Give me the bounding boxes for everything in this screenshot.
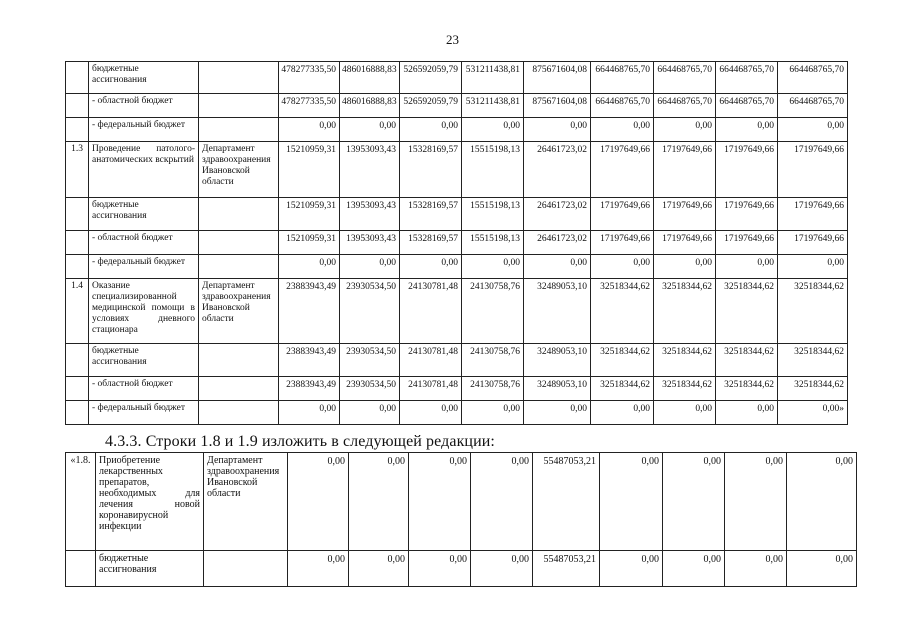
amount-cell: 0,00 [400,401,462,425]
amount-cell: 0,00 [349,551,409,587]
budget-table-row [66,344,848,377]
row-number-cell: 1.3 [66,142,89,198]
executor-cell [199,377,279,401]
executor-cell: Департамент здравоохранения Ивановской области [204,453,288,551]
amount-cell: 0,00 [787,453,857,551]
amount-cell: 531211438,81 [462,62,524,94]
amount-cell: 0,00 [400,255,462,279]
amount-cell: 17197649,66 [716,142,778,198]
amount-cell: 0,00 [340,255,400,279]
amount-cell: 32518344,62 [654,377,716,401]
amount-cell: 664468765,70 [591,62,654,94]
amount-cell: 0,00 [591,401,654,425]
amount-cell: 0,00 [778,118,848,142]
amount-cell: 0,00 [716,255,778,279]
amount-cell: 664468765,70 [716,94,778,118]
amount-cell: 15210959,31 [279,142,340,198]
executor-cell [199,118,279,142]
amount-cell: 664468765,70 [716,62,778,94]
row-number-cell [66,94,89,118]
amount-cell: 0,00 [600,551,663,587]
amount-cell: 24130758,76 [462,344,524,377]
amount-cell: 0,00 [288,453,349,551]
item-name-cell: бюджетные ассигнования [89,198,199,231]
amount-cell: 15210959,31 [279,231,340,255]
amount-cell: 664468765,70 [654,62,716,94]
amount-cell: 26461723,02 [524,231,591,255]
row-number-cell [66,198,89,231]
amount-cell: 0,00 [471,551,533,587]
budget-table-row [66,231,848,255]
item-name-cell: бюджетные ассигнования [96,551,204,587]
executor-cell [199,94,279,118]
budget-table-row [66,401,848,425]
amount-cell: 32518344,62 [654,344,716,377]
amount-cell: 23930534,50 [340,279,400,344]
amount-cell: 32518344,62 [716,377,778,401]
amount-cell: 0,00 [654,401,716,425]
item-name-cell: Проведение патолого-анатомических вскрытий [89,142,199,198]
amendment-table-row [66,551,857,587]
executor-cell [199,401,279,425]
amount-cell: 0,00 [279,118,340,142]
amount-cell: 0,00 [787,551,857,587]
amount-cell: 0,00 [654,118,716,142]
page-number: 23 [446,32,459,47]
amount-cell: 17197649,66 [778,198,848,231]
amount-cell: 664468765,70 [778,62,848,94]
row-number-cell: 1.4 [66,279,89,344]
amount-cell: 15515198,13 [462,198,524,231]
amount-cell: 32518344,62 [778,344,848,377]
amount-cell: 23883943,49 [279,377,340,401]
amount-cell: 875671604,08 [524,94,591,118]
amount-cell: 0,00 [524,401,591,425]
amount-cell: 0,00 [279,401,340,425]
amount-cell: 32518344,62 [716,344,778,377]
amount-cell: 486016888,83 [340,62,400,94]
amount-cell: 17197649,66 [716,198,778,231]
budget-table-row [66,62,848,94]
amount-cell: 24130781,48 [400,279,462,344]
amount-cell: 526592059,79 [400,94,462,118]
amendment-table-row [66,453,857,551]
amount-cell: 24130758,76 [462,377,524,401]
executor-cell: Департамент здравоохранения Ивановской области [199,142,279,198]
amount-cell: 32518344,62 [716,279,778,344]
item-name-cell: - федеральный бюджет [89,401,199,425]
budget-table-row [66,142,848,198]
amount-cell: 0,00 [340,118,400,142]
amount-cell: 32518344,62 [654,279,716,344]
amount-cell: 32489053,10 [524,344,591,377]
amount-cell: 478277335,50 [279,62,340,94]
amount-cell: 32489053,10 [524,377,591,401]
amount-cell: 32518344,62 [591,377,654,401]
row-number-cell [66,255,89,279]
amount-cell: 17197649,66 [591,231,654,255]
amount-cell: 13953093,43 [340,198,400,231]
amount-cell: 17197649,66 [654,231,716,255]
executor-cell [204,551,288,587]
row-number-cell [66,118,89,142]
amount-cell: 664468765,70 [778,94,848,118]
amount-cell: 0,00 [400,118,462,142]
executor-cell [199,198,279,231]
amount-cell: 55487053,21 [533,453,600,551]
amount-cell: 23883943,49 [279,279,340,344]
budget-table-row [66,94,848,118]
row-number-cell [66,62,89,94]
item-name-cell: - федеральный бюджет [89,255,199,279]
item-name-cell: бюджетные ассигнования [89,344,199,377]
item-name-cell: - федеральный бюджет [89,118,199,142]
amount-cell: 32518344,62 [591,279,654,344]
amount-cell: 0,00 [663,551,725,587]
item-name-cell: бюджетные ассигнования [89,62,199,94]
amount-cell: 0,00 [462,255,524,279]
row-number-cell [66,231,89,255]
budget-table-row [66,118,848,142]
amount-cell: 0,00 [279,255,340,279]
amount-cell: 0,00 [654,255,716,279]
budget-table [65,61,848,425]
row-number-cell [66,377,89,401]
amount-cell: 32518344,62 [778,377,848,401]
amendment-table [65,452,857,587]
row-number-cell [66,551,96,587]
amount-cell: 0,00 [340,401,400,425]
amount-cell: 0,00 [778,255,848,279]
amount-cell: 17197649,66 [716,231,778,255]
section-heading: 4.3.3. Строки 1.8 и 1.9 изложить в следующей редакции: [105,433,495,450]
amount-cell: 0,00 [288,551,349,587]
amount-cell: 664468765,70 [654,94,716,118]
amount-cell: 0,00 [663,453,725,551]
amount-cell: 0,00 [591,255,654,279]
amount-cell: 13953093,43 [340,231,400,255]
amount-cell: 26461723,02 [524,198,591,231]
amount-cell: 526592059,79 [400,62,462,94]
amount-cell: 24130781,48 [400,377,462,401]
amount-cell: 23883943,49 [279,344,340,377]
amount-cell: 32518344,62 [778,279,848,344]
amount-cell: 0,00 [725,453,787,551]
amount-cell: 17197649,66 [778,231,848,255]
executor-cell: Департамент здравоохранения Ивановской области [199,279,279,344]
amount-cell: 0,00» [778,401,848,425]
amount-cell: 0,00 [600,453,663,551]
item-name-cell: Приобретение лекарственных препаратов, необходимых для лечения новой коронавирусной инфекции [96,453,204,551]
amount-cell: 17197649,66 [778,142,848,198]
amount-cell: 17197649,66 [654,142,716,198]
budget-table-row [66,279,848,344]
amount-cell: 0,00 [471,453,533,551]
amount-cell: 15328169,57 [400,231,462,255]
amount-cell: 0,00 [462,118,524,142]
amount-cell: 24130758,76 [462,279,524,344]
amount-cell: 0,00 [409,551,471,587]
amount-cell: 0,00 [725,551,787,587]
amount-cell: 486016888,83 [340,94,400,118]
amount-cell: 531211438,81 [462,94,524,118]
amount-cell: 15328169,57 [400,198,462,231]
amount-cell: 15515198,13 [462,142,524,198]
amount-cell: 664468765,70 [591,94,654,118]
amount-cell: 17197649,66 [591,198,654,231]
amount-cell: 17197649,66 [654,198,716,231]
amount-cell: 15515198,13 [462,231,524,255]
row-number-cell [66,401,89,425]
amount-cell: 32518344,62 [591,344,654,377]
amount-cell: 55487053,21 [533,551,600,587]
budget-table-row [66,198,848,231]
amount-cell: 15210959,31 [279,198,340,231]
item-name-cell: - областной бюджет [89,94,199,118]
executor-cell [199,62,279,94]
amount-cell: 0,00 [349,453,409,551]
amount-cell: 0,00 [524,255,591,279]
amount-cell: 0,00 [716,401,778,425]
amount-cell: 0,00 [524,118,591,142]
executor-cell [199,344,279,377]
item-name-cell: Оказание специализированной медицинской помощи в условиях дневного стационара [89,279,199,344]
row-number-cell: «1.8. [66,453,96,551]
amount-cell: 23930534,50 [340,344,400,377]
budget-table-row [66,377,848,401]
amount-cell: 17197649,66 [591,142,654,198]
amount-cell: 875671604,08 [524,62,591,94]
amount-cell: 32489053,10 [524,279,591,344]
amount-cell: 478277335,50 [279,94,340,118]
amount-cell: 13953093,43 [340,142,400,198]
amount-cell: 0,00 [716,118,778,142]
amount-cell: 24130781,48 [400,344,462,377]
amount-cell: 23930534,50 [340,377,400,401]
amount-cell: 0,00 [462,401,524,425]
row-number-cell [66,344,89,377]
amount-cell: 15328169,57 [400,142,462,198]
amount-cell: 26461723,02 [524,142,591,198]
amount-cell: 0,00 [409,453,471,551]
item-name-cell: - областной бюджет [89,231,199,255]
executor-cell [199,255,279,279]
item-name-cell: - областной бюджет [89,377,199,401]
amount-cell: 0,00 [591,118,654,142]
budget-table-row [66,255,848,279]
executor-cell [199,231,279,255]
